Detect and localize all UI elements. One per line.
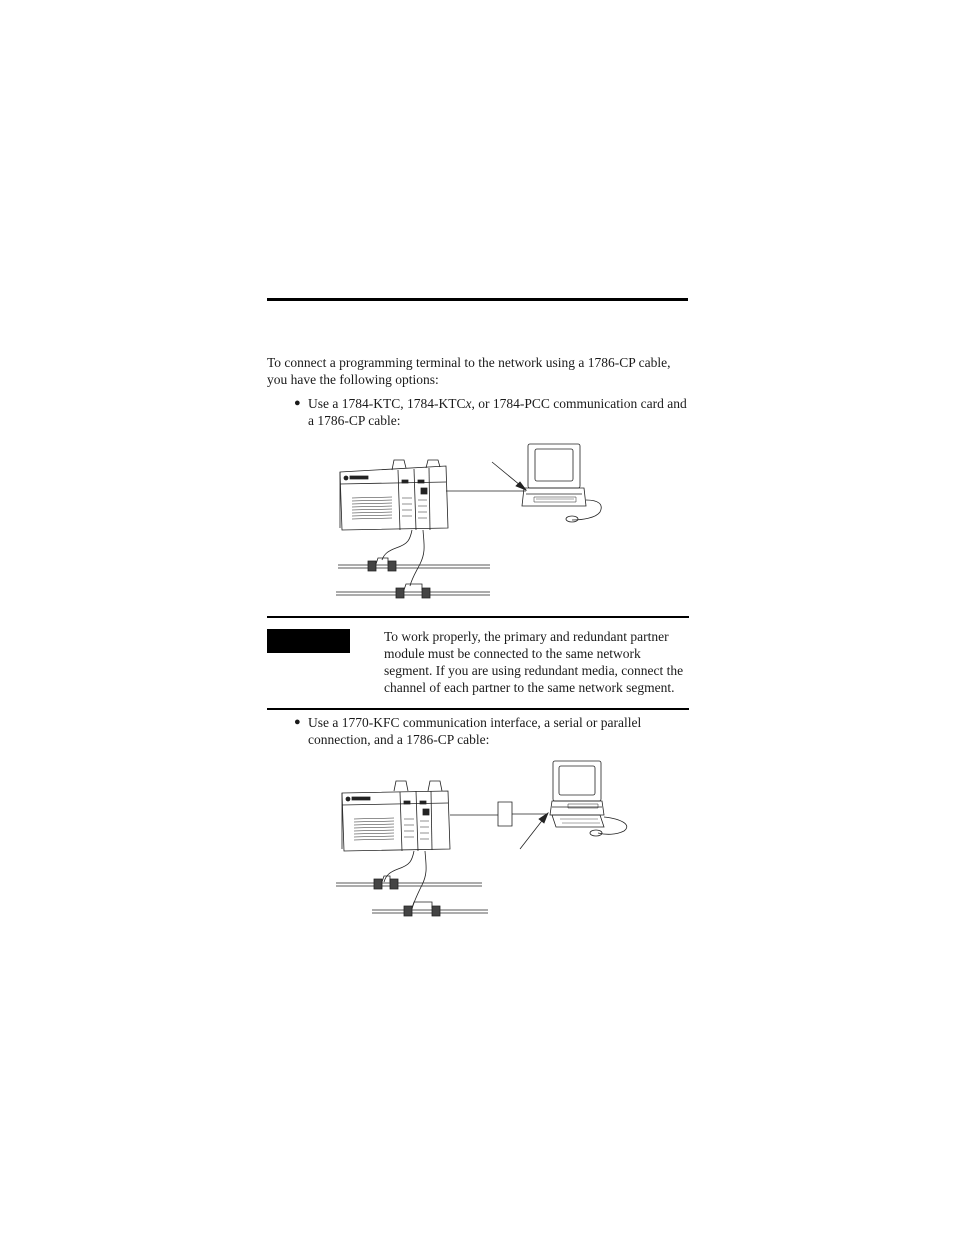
important-badge	[267, 629, 350, 653]
option-1-text-a: Use a 1784-KTC, 1784-KTC	[308, 396, 466, 411]
important-line-1: To work properly, the primary and redundant partner	[384, 629, 669, 644]
figure-kfc-connection	[330, 755, 630, 920]
important-rule-top	[267, 616, 689, 618]
figure-ktc-connection	[330, 440, 620, 605]
important-line-3: segment. If you are using redundant media, connect the	[384, 663, 684, 678]
option-1-line-1	[308, 395, 687, 412]
section-rule	[267, 298, 688, 301]
computer-icon	[550, 761, 627, 836]
computer-icon	[522, 444, 601, 522]
important-line-2: module must be connected to the same network	[384, 646, 641, 661]
option-1-line-2: a 1786-CP cable:	[308, 413, 401, 428]
bullet-1: ●	[294, 397, 301, 409]
option-1-text-b: , or 1784-PCC communication card and	[471, 396, 687, 411]
kfc-interface-box	[498, 802, 512, 826]
intro-line-1: To connect a programming terminal to the network using a 1786-CP cable,	[267, 355, 671, 370]
important-rule-bottom	[267, 708, 689, 710]
bullet-2: ●	[294, 716, 301, 728]
option-2-line-2: connection, and a 1786-CP cable:	[308, 732, 490, 747]
important-line-4: channel of each partner to the same network segment.	[384, 680, 675, 695]
intro-line-2: you have the following options:	[267, 372, 439, 387]
option-1-text-italic: x	[465, 396, 472, 411]
option-2-line-1: Use a 1770-KFC communication interface, a serial or parallel	[308, 715, 642, 730]
